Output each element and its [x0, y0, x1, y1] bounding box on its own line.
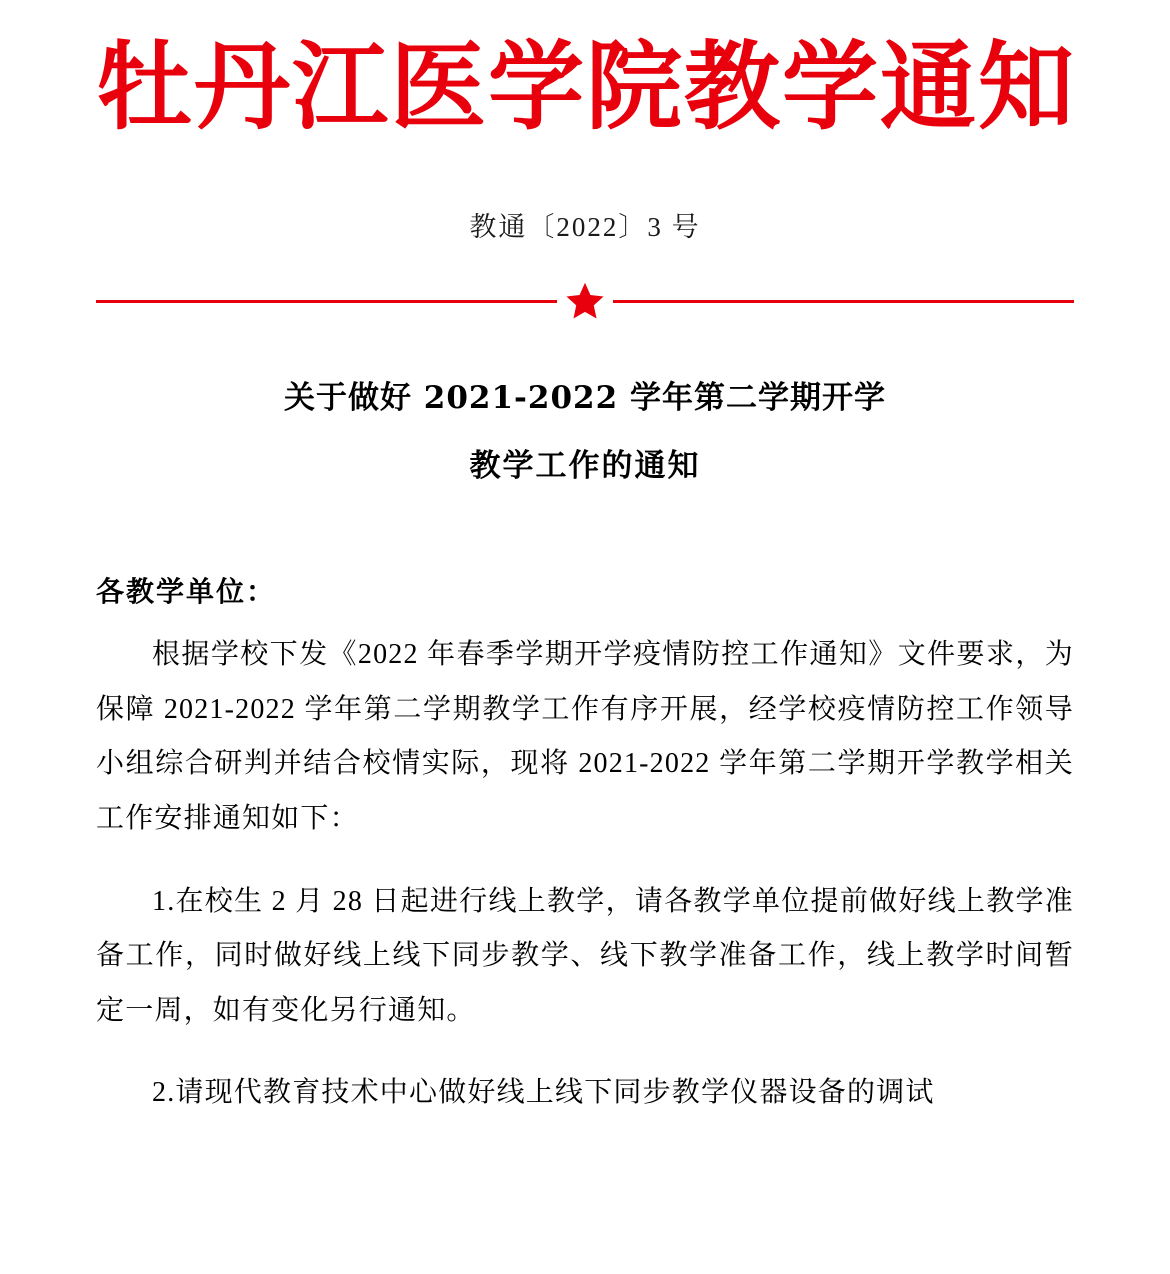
- subject-line-1: 关于做好 2021-2022 学年第二学期开学: [283, 379, 886, 416]
- document-subject: [96, 364, 1074, 500]
- document-title: 牡丹江医学院教学通知: [96, 30, 1076, 143]
- body-paragraph-2: 1.在校生 2 月 28 日起进行线上教学，请各教学单位提前做好线上教学准备工作，同时做好线上线下同步教学、线下教学准备工作，线上教学时间暂定一周，如有变化另行通知。: [96, 885, 1074, 1026]
- document-number: 教通〔2022〕3 号: [469, 211, 701, 242]
- red-divider: [96, 282, 1074, 320]
- subject-line-2: 教学工作的通知: [469, 448, 701, 485]
- red-star-icon: [557, 282, 613, 320]
- salutation: 各教学单位：: [96, 575, 277, 609]
- body-paragraph-1: 根据学校下发《2022 年春季学期开学疫情防控工作通知》文件要求，为保障 2021-2022 学年第二学期教学工作有序开展，经学校疫情防控工作领导小组综合研判并结合校情实际，现将 2021-2022 学年第二学期开学教学相关工作安排通知如下：: [96, 639, 1074, 835]
- body-paragraph-3: 2.请现代教育技术中心做好线上线下同步教学仪器设备的调试: [152, 1077, 935, 1109]
